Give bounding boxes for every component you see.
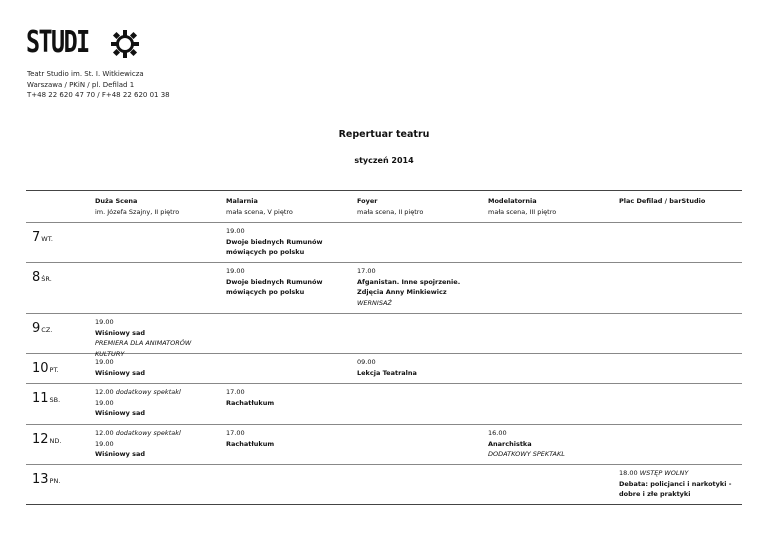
row-divider <box>26 313 742 314</box>
event-title: Lekcja Teatralna <box>357 368 417 377</box>
event-entry <box>226 428 351 449</box>
day-label <box>32 317 52 336</box>
event-entry <box>357 266 482 308</box>
column-name: Foyer <box>357 197 378 205</box>
column-name: Plac Defilad / barStudio <box>619 197 706 205</box>
event-title: Afganistan. Inne spojrzenie. <box>357 277 461 286</box>
event-entry <box>357 357 482 378</box>
day-label <box>32 428 61 447</box>
event-time: 19.00 <box>95 318 114 326</box>
studio-o-icon <box>110 29 140 59</box>
event-time: 19.00 <box>95 439 114 448</box>
row-divider <box>26 222 742 223</box>
address-line: Warszawa / PKiN / pl. Defilad 1 <box>27 80 135 89</box>
event-entry <box>95 387 220 419</box>
day-of-week: WT. <box>41 235 53 243</box>
event-time: 09.00 <box>357 358 376 366</box>
event-title: mówiących po polsku <box>226 288 305 296</box>
page-title: Repertuar teatru <box>338 129 430 140</box>
event-entry <box>619 468 742 500</box>
event-title: Dwoje biednych Rumunów <box>226 277 323 286</box>
event-entry <box>95 317 220 359</box>
event-time: 12.00 <box>95 429 114 437</box>
event-title: Wiśniowy sad <box>95 409 146 417</box>
day-number: 11 <box>32 391 49 406</box>
column-header-modelatornia <box>488 196 556 217</box>
column-header-plac-defilad <box>619 196 705 207</box>
event-note: DODATKOWY SPEKTAKL <box>488 450 565 458</box>
day-of-week: SB. <box>49 396 61 404</box>
event-title: Debata: policjanci i narkotyki - <box>619 479 732 488</box>
table-top-rule <box>26 190 742 191</box>
day-of-week: PT. <box>49 366 59 374</box>
event-entry <box>226 266 351 298</box>
event-time: 17.00 <box>226 429 245 437</box>
event-title: dobre i złe praktyki <box>619 490 691 498</box>
day-number: 7 <box>32 230 41 245</box>
event-entry <box>226 226 351 258</box>
day-of-week: ŚR. <box>41 275 52 283</box>
day-label <box>32 357 59 376</box>
row-divider <box>26 424 742 425</box>
table-bottom-rule <box>26 504 742 505</box>
event-time: 19.00 <box>226 267 245 275</box>
column-sub: mała scena, II piętro <box>357 207 424 216</box>
event-title: mówiących po polsku <box>226 248 305 256</box>
event-extra: dodatkowy spektakl <box>115 388 181 396</box>
event-entry <box>226 387 351 408</box>
event-note: PREMIERA DLA ANIMATORÓW KULTURY <box>95 339 192 358</box>
month-label: styczeń 2014 <box>354 156 414 165</box>
logo-text: STUDI <box>26 25 89 60</box>
column-sub: mała scena, III piętro <box>488 207 557 216</box>
event-time: 17.00 <box>226 388 245 396</box>
event-title: Wiśniowy sad <box>95 328 146 337</box>
day-number: 10 <box>32 361 49 376</box>
day-label <box>32 266 52 285</box>
event-time: 12.00 <box>95 388 114 396</box>
day-number: 8 <box>32 270 41 285</box>
day-of-week: CZ. <box>41 326 53 334</box>
event-entry <box>95 357 220 378</box>
row-divider <box>26 383 742 384</box>
column-header-duza-scena <box>95 196 179 217</box>
event-entry <box>488 428 613 460</box>
address-line: Teatr Studio im. St. I. Witkiewicza <box>27 70 144 78</box>
column-name: Modelatornia <box>488 197 537 205</box>
event-title: Rachatłukum <box>226 398 275 407</box>
address-line: T+48 22 620 47 70 / F+48 22 620 01 38 <box>27 91 170 99</box>
column-name: Duża Scena <box>95 197 138 205</box>
event-time: 19.00 <box>95 358 114 366</box>
day-number: 13 <box>32 472 49 487</box>
event-time: 19.00 <box>95 398 114 407</box>
event-extra: WSTĘP WOLNY <box>639 469 689 477</box>
column-sub: im. Józefa Szajny, II piętro <box>95 207 180 216</box>
day-number: 9 <box>32 321 41 336</box>
row-divider <box>26 262 742 263</box>
event-title: Wiśniowy sad <box>95 450 146 458</box>
column-header-malarnia <box>226 196 293 217</box>
column-header-foyer <box>357 196 423 217</box>
theatre-address <box>27 69 170 101</box>
day-number: 12 <box>32 432 49 447</box>
row-divider <box>26 464 742 465</box>
day-of-week: ND. <box>49 437 62 445</box>
event-title: Rachatłukum <box>226 439 275 448</box>
column-name: Malarnia <box>226 197 258 205</box>
studio-logo <box>26 25 126 60</box>
event-extra: dodatkowy spektakl <box>115 429 181 437</box>
event-time: 17.00 <box>357 267 376 275</box>
event-title: Anarchistka <box>488 439 532 448</box>
event-note: WERNISAŻ <box>357 298 392 307</box>
day-label <box>32 226 53 245</box>
event-entry <box>95 428 220 460</box>
event-title: Wiśniowy sad <box>95 368 146 377</box>
event-time: 16.00 <box>488 429 507 437</box>
day-label <box>32 387 60 406</box>
day-of-week: PN. <box>49 477 61 485</box>
event-time: 19.00 <box>226 227 245 235</box>
event-title: Dwoje biednych Rumunów <box>226 237 323 246</box>
event-time: 18.00 <box>619 469 638 477</box>
event-title: Zdjęcia Anny Minkiewicz <box>357 288 447 296</box>
column-sub: mała scena, V piętro <box>226 207 293 216</box>
day-label <box>32 468 60 487</box>
